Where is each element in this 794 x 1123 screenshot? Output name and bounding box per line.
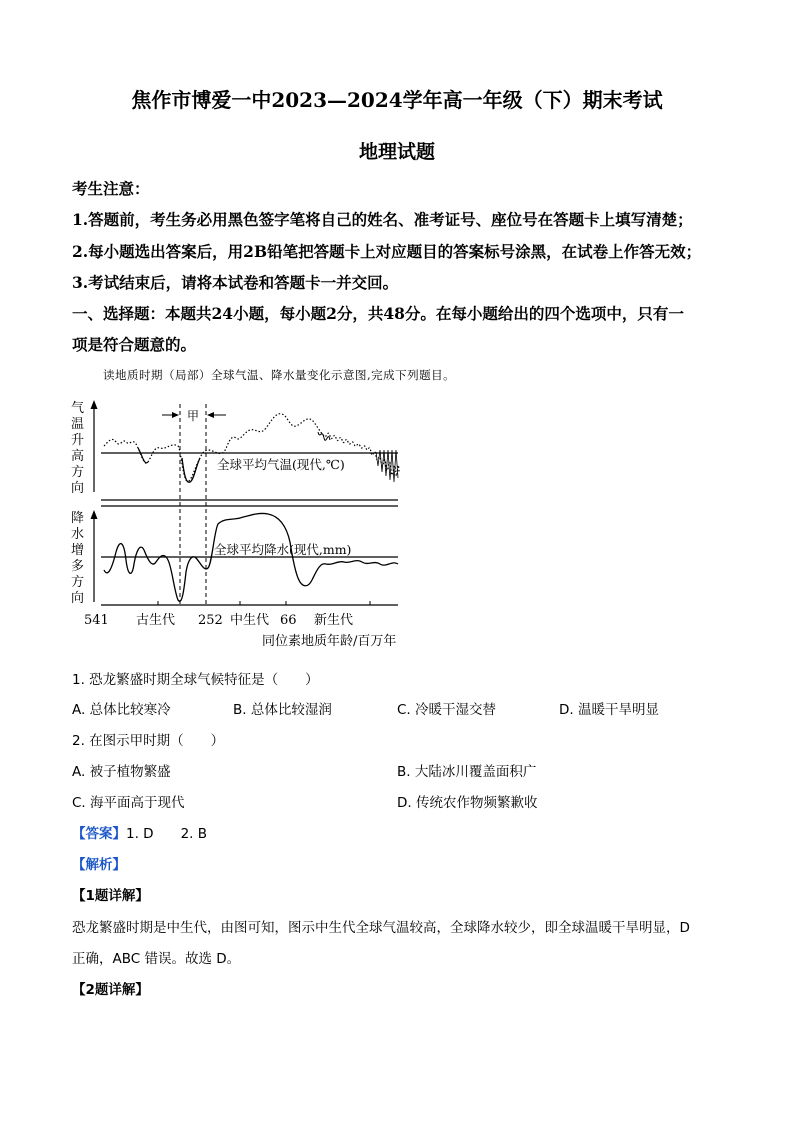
precip-axis-char-3: 增	[71, 543, 85, 558]
answer-tag: 【答案】	[72, 826, 126, 842]
q2-analysis-heading: 【2题详解】	[72, 982, 149, 998]
temp-axis-label	[71, 401, 88, 496]
precip-axis-char-4: 多	[71, 559, 85, 574]
answer-text: 1. D 2. B	[126, 826, 207, 842]
x-axis-title: 同位素地质年龄/百万年	[262, 634, 397, 649]
tick-252: 252	[198, 613, 223, 628]
temp-axis-char-2: 温	[71, 417, 85, 432]
q2-option-b[interactable]: B. 大陆冰川覆盖面积广	[397, 764, 537, 780]
temp-axis-char-5: 方	[71, 465, 85, 480]
temperature-dip-jia	[182, 458, 200, 482]
analysis-tag: 【解析】	[72, 857, 126, 873]
notice-item-1: 1.答题前，考生务必用黑色签字笔将自己的姓名、准考证号、座位号在答题卡上填写清楚；	[72, 210, 693, 229]
answer-line	[72, 822, 207, 842]
q1-analysis-line2: 正确，ABC 错误。故选 D。	[72, 951, 241, 967]
q2-option-d[interactable]: D. 传统农作物频繁歉收	[397, 795, 538, 811]
tick-paleozoic: 古生代	[136, 613, 176, 628]
section-intro-line1: 一、选择题：本题共24小题，每小题2分，共48分。在每小题给出的四个选项中，只有一	[72, 304, 684, 323]
q2-option-a[interactable]: A. 被子植物繁盛	[72, 764, 171, 780]
temp-axis-char-6: 向	[71, 481, 85, 496]
x-tick-labels	[84, 612, 353, 628]
temp-mean-label: 全球平均气温(现代,℃)	[217, 457, 345, 472]
temperature-wiggle	[318, 432, 330, 440]
climate-chart	[68, 392, 418, 654]
notice-heading: 考生注意：	[72, 179, 150, 198]
precip-mean-label: 全球平均降水(现代,mm)	[214, 542, 352, 557]
temp-axis-arrow	[91, 400, 98, 409]
tick-541: 541	[84, 613, 109, 628]
q1-option-b[interactable]: B. 总体比较湿润	[233, 702, 332, 718]
temp-axis-char-4: 高	[71, 449, 85, 464]
q1-option-a[interactable]: A. 总体比较寒冷	[72, 702, 171, 718]
tick-66: 66	[280, 613, 297, 628]
precip-axis-char-5: 方	[71, 575, 85, 590]
jia-label: 甲	[187, 409, 200, 423]
notice-item-2: 2.每小题选出答案后，用2B铅笔把答题卡上对应题目的答案标号涂黑，在试卷上作答无效；	[72, 242, 702, 261]
question-2-stem: 2. 在图示甲时期（ ）	[72, 733, 225, 749]
temp-axis-char-1: 气	[71, 401, 85, 416]
section-intro-line2: 项是符合题意的。	[72, 335, 197, 354]
precip-axis-char-6: 向	[71, 591, 85, 606]
q1-option-d[interactable]: D. 温暖干旱明显	[559, 702, 659, 718]
tick-mesozoic: 中生代	[230, 613, 270, 628]
q1-option-c[interactable]: C. 冷暖干湿交替	[397, 702, 497, 718]
notice-item-3: 3.考试结束后，请将本试卷和答题卡一并交回。	[72, 273, 399, 292]
precip-axis-label	[71, 511, 88, 606]
precip-axis-arrow	[91, 510, 98, 519]
temp-axis-char-3: 升	[71, 433, 85, 448]
jia-arrowhead-right	[207, 412, 214, 418]
tick-cenozoic: 新生代	[314, 613, 354, 628]
temperature-oscillation	[376, 450, 398, 482]
q1-analysis-heading: 【1题详解】	[72, 888, 149, 904]
jia-arrowhead-left	[172, 412, 179, 418]
subject-title: 地理试题	[358, 141, 435, 163]
q1-analysis-line1: 恐龙繁盛时期是中生代，由图可知，图示中生代全球气温较高，全球降水较少，即全球温暖干旱明显，D	[72, 920, 690, 936]
precip-axis-char-2: 水	[71, 527, 85, 542]
figure-caption: 读地质时期（局部）全球气温、降水量变化示意图,完成下列题目。	[103, 368, 456, 382]
precip-axis-char-1: 降	[71, 511, 85, 526]
q2-option-c[interactable]: C. 海平面高于现代	[72, 795, 185, 811]
question-1-stem: 1. 恐龙繁盛时期全球气候特征是（ ）	[72, 672, 319, 688]
exam-title: 焦作市博爱一中2023—2024学年高一年级（下）期末考试	[131, 88, 663, 112]
